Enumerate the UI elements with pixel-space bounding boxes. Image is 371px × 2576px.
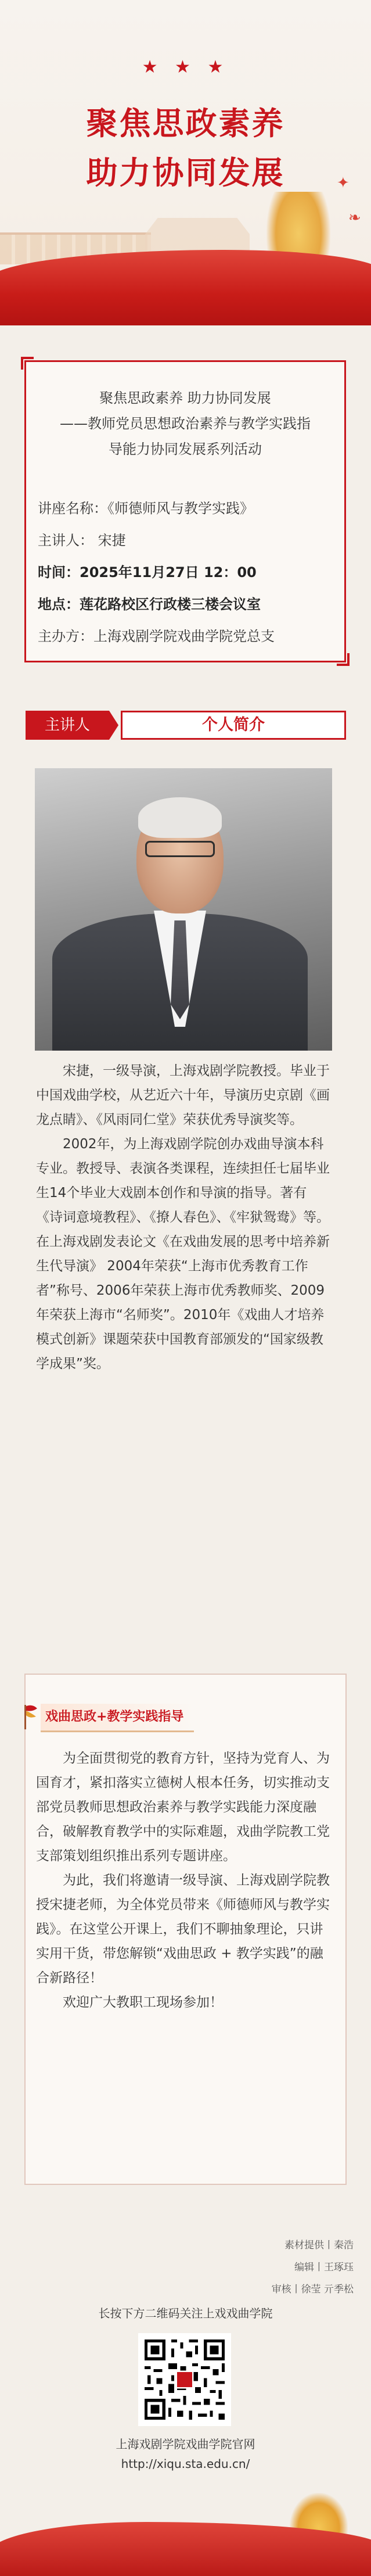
red-ground-decoration (0, 2522, 371, 2576)
section-tab: 主讲人 (26, 711, 109, 740)
banner-title-line2: 助力协同发展 (86, 155, 285, 191)
event-subtitle-line: 导能力协同发展系列活动 (109, 441, 262, 457)
stars-decoration: ★ ★ ★ (142, 57, 229, 77)
credit-material: 素材提供丨秦浩 (284, 2240, 354, 2251)
banner-title-line1: 聚焦思政素养 (86, 105, 285, 142)
footer-decoration (0, 2481, 371, 2576)
event-info-box (24, 360, 346, 662)
lecture-name: 讲座名称：《师德师风与教学实践》 (38, 500, 254, 517)
bio-paragraph: 2002年，为上海戏剧学院创办戏曲导演本科专业。教授导、表演各类课程，连续担任七届毕业生14个毕业大戏剧本创作和导演的指导。著有《诗词意境教程》、《撩人春色》、《牢狱鸳鸯》等。在上海戏剧发表论文《在戏曲发展的思考中培养新生代导演》 2004年荣获“上海市优秀教育工作者”称号、2006年荣获上海市优秀教师奖、2009年荣获上海市“名师奖”。2010年《戏曲人才培养模式创新》课题荣获中国教育部颁发的“国家级教学成果”奖。 (36, 1137, 330, 1371)
speaker-photo (35, 768, 332, 1051)
bio-paragraph: 宋捷，一级导演，上海戏剧学院教授。毕业于中国戏曲学校，从艺近六十年，导演历史京剧《画龙点睛》、《风雨同仁堂》荣获优秀导演奖等。 (36, 1063, 330, 1127)
activity-paragraph: 为此，我们将邀请一级导演、上海戏剧学院教授宋捷老师，为全体党员带来《师德师风与教学实践》。在这堂公开课上，我们不聊抽象理论，只讲实用干货，带您解锁“戏曲思政 + 教学实践”的融合新路径！ (36, 1873, 330, 1986)
site-url[interactable]: http://xiqu.sta.edu.cn/ (121, 2457, 250, 2471)
speaker-name: 主讲人： 宋捷 (38, 532, 126, 549)
event-organizer: 主办方：上海戏剧学院戏曲学院党总支 (38, 628, 275, 644)
event-details (38, 493, 335, 653)
credit-editor: 编辑丨王琢珏 (294, 2262, 354, 2273)
event-subtitle-line: ——教师党员思想政治素养与教学实践指 (60, 415, 311, 432)
activity-title-text: 戏曲思政+教学实践指导 (41, 1704, 194, 1732)
credit-review: 审核丨徐莹 亓季松 (271, 2284, 354, 2295)
activity-title (41, 1704, 194, 1731)
corner-decoration (337, 653, 350, 666)
corner-decoration (21, 357, 34, 370)
credits (272, 2234, 354, 2301)
qr-code[interactable] (138, 2333, 231, 2426)
event-time: 时间：2025年11月27日 12：00 (38, 564, 257, 581)
leaf-icon: ❧ (348, 209, 361, 227)
qr-note: 长按下方二维码关注上戏戏曲学院 (98, 2306, 273, 2320)
leaf-icon: ✦ (337, 174, 350, 192)
event-place: 地点：莲花路校区行政楼三楼会议室 (38, 596, 261, 612)
section-title: 个人简介 (121, 711, 346, 740)
activity-paragraph: 欢迎广大教职工现场参加！ (63, 1995, 223, 2010)
event-subtitle (38, 385, 333, 462)
red-flag-icon (22, 1704, 39, 1731)
header-banner (0, 0, 371, 325)
red-ground-decoration (0, 250, 371, 325)
event-subtitle-line: 聚焦思政素养 助力协同发展 (99, 390, 271, 406)
speaker-bio (36, 1059, 333, 1376)
activity-description (36, 1746, 333, 2015)
site-name: 上海戏剧学院戏曲学院官网 (116, 2437, 255, 2451)
activity-paragraph: 为全面贯彻党的教育方针，坚持为党育人、为国育才，紧扣落实立德树人根本任务，切实推动支部党员教师思想政治素养与教学实践能力深度融合，破解教育教学中的实际难题，戏曲学院教工党支部策划组织推出系列专题讲座。 (36, 1751, 330, 1864)
speaker-section-header (26, 711, 346, 740)
